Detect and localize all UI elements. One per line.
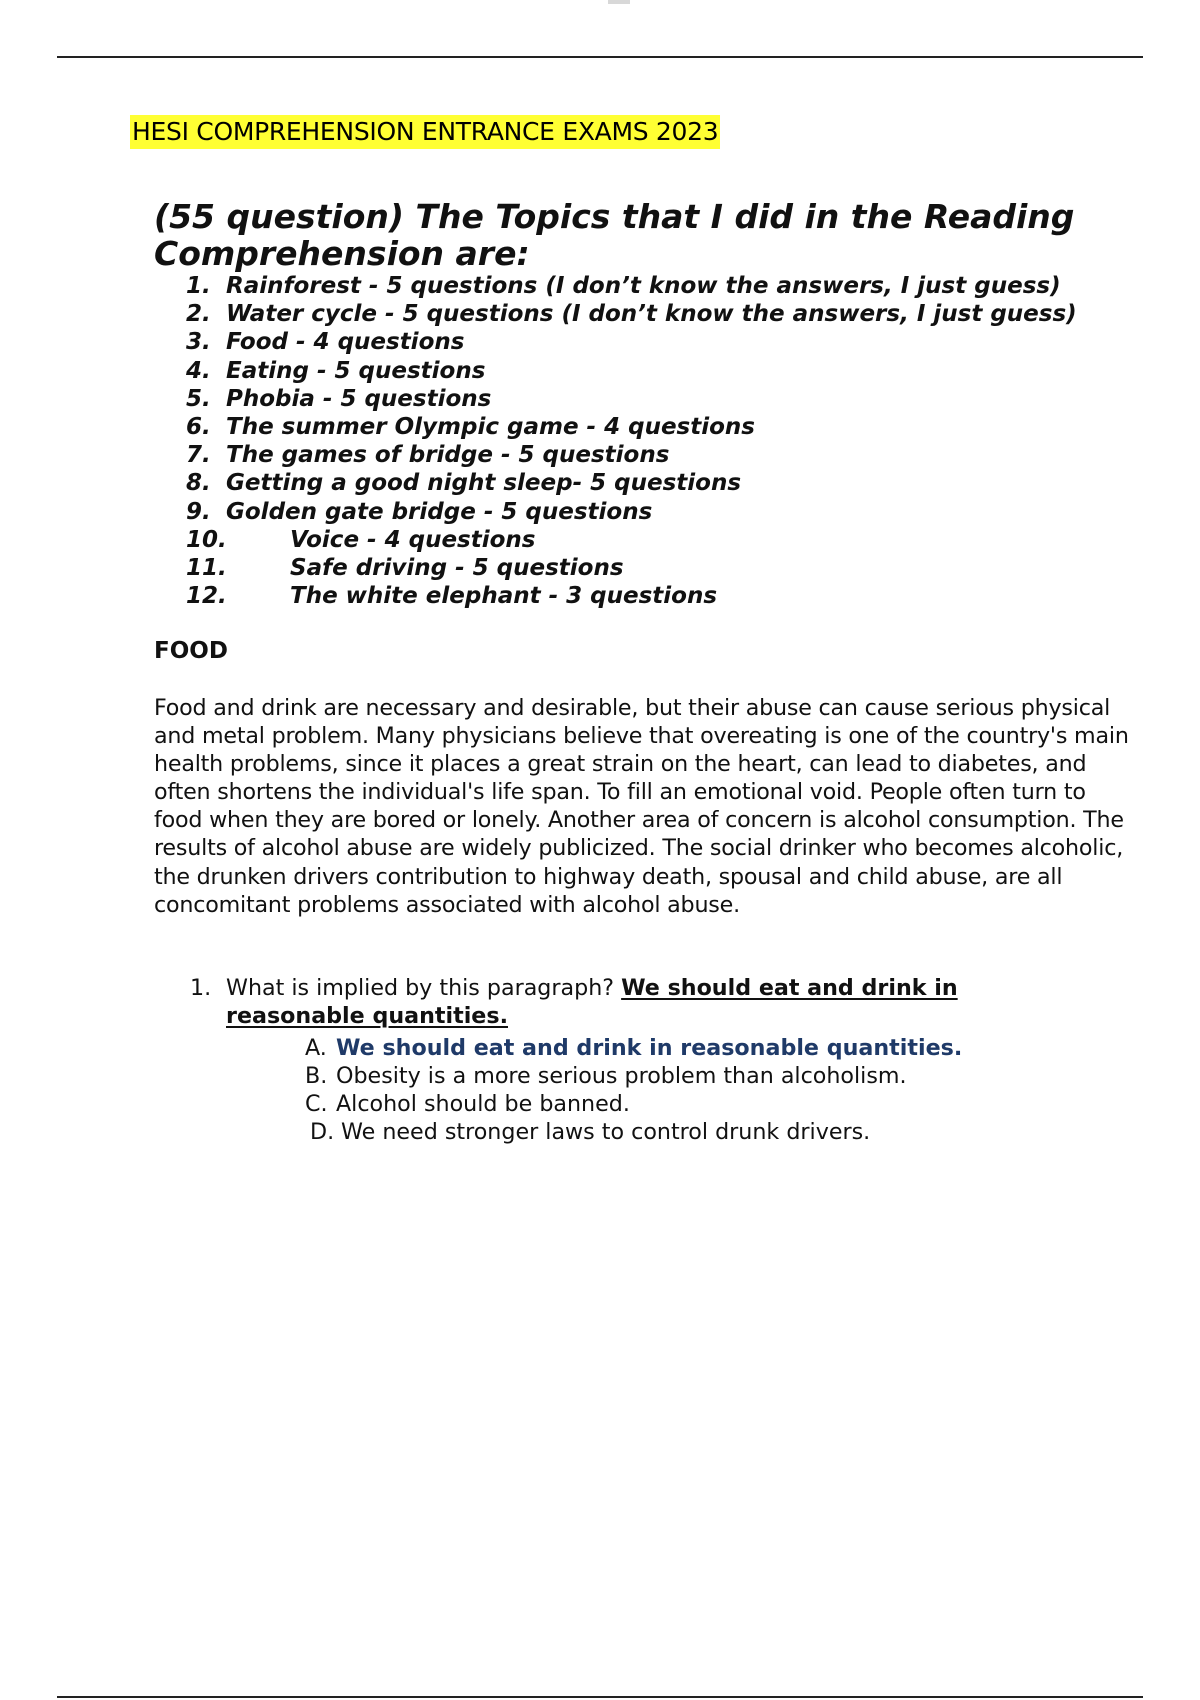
- list-item: [186, 554, 1077, 582]
- list-item-number: 11.: [186, 555, 227, 582]
- bottom-rule: [57, 1696, 1143, 1698]
- option-text: We should eat and drink in reasonable quantities.: [336, 1035, 963, 1061]
- option-text: Obesity is a more serious problem than alcoholism.: [336, 1063, 907, 1089]
- list-item-number: 4.: [186, 357, 211, 384]
- list-item-text: Water cycle - 5 questions (I don’t know the answers, I just guess): [226, 301, 1077, 328]
- list-item-number: 5.: [186, 385, 211, 412]
- topics-heading: (55 question) The Topics that I did in the Reading Comprehension are:: [154, 197, 1075, 273]
- list-item-text: Rainforest - 5 questions (I don’t know the answers, I just guess): [226, 273, 1061, 299]
- option-d: [305, 1118, 962, 1146]
- list-item-text: Safe driving - 5 questions: [290, 555, 624, 582]
- list-item: [186, 526, 1077, 554]
- option-label: B.: [305, 1063, 328, 1089]
- list-item: [186, 357, 1077, 385]
- list-item-text: Food - 4 questions: [226, 329, 465, 356]
- list-item-number: 9.: [186, 498, 211, 525]
- list-item: [186, 272, 1077, 300]
- list-item: [186, 582, 1077, 610]
- option-c: [305, 1090, 962, 1118]
- list-item: [186, 441, 1077, 469]
- list-item-number: 12.: [186, 583, 227, 610]
- option-b: [305, 1062, 962, 1090]
- option-text: Alcohol should be banned.: [336, 1091, 630, 1117]
- list-item-text: Phobia - 5 questions: [226, 385, 492, 412]
- question-answer: We should eat and drink in reasonable quantities.: [226, 975, 958, 1029]
- list-item-number: 6.: [186, 414, 211, 441]
- list-item-number: 1.: [186, 273, 211, 299]
- list-item-text: The games of bridge - 5 questions: [226, 442, 670, 469]
- top-rule: [57, 56, 1143, 58]
- option-a: [305, 1034, 962, 1062]
- list-item: [186, 385, 1077, 413]
- page-header-mark: [608, 0, 630, 4]
- option-label: D.: [310, 1119, 335, 1145]
- list-item-number: 7.: [186, 442, 211, 469]
- option-text: We need stronger laws to control drunk drivers.: [341, 1119, 871, 1145]
- list-item-number: 3.: [186, 329, 211, 356]
- list-item-text: The summer Olympic game - 4 questions: [226, 414, 755, 441]
- reading-passage: Food and drink are necessary and desirable, but their abuse can cause serious physical and metal problem. Many physicians believe that overeating is one of the country's main health problems, since it places a great strain on the heart, can lead to diabetes, and often shortens the individual's life span. To fill an emotional void. People often turn to food when they are bored or lonely. Another area of concern is alcohol consumption. The results of alcohol abuse are widely publicized. The social drinker who becomes alcoholic, the drunken drivers contribution to highway death, spousal and child abuse, are all concomitant problems associated with alcohol abuse.: [154, 695, 1129, 918]
- topics-list: [186, 272, 1077, 610]
- option-label: C.: [305, 1091, 328, 1117]
- list-item-number: 8.: [186, 470, 211, 497]
- question-text: What is implied by this paragraph?: [226, 975, 615, 1001]
- list-item: [186, 469, 1077, 497]
- document-title: HESI COMPREHENSION ENTRANCE EXAMS 2023: [130, 115, 720, 149]
- section-heading-food: FOOD: [154, 638, 228, 664]
- list-item: [186, 413, 1077, 441]
- list-item-number: 10.: [186, 526, 227, 553]
- list-item-text: Getting a good night sleep- 5 questions: [226, 470, 742, 497]
- list-item: [186, 498, 1077, 526]
- list-item-text: Voice - 4 questions: [290, 526, 536, 553]
- option-label: A.: [305, 1035, 327, 1061]
- list-item-text: Golden gate bridge - 5 questions: [226, 498, 653, 525]
- list-item-number: 2.: [186, 301, 211, 328]
- question-number: 1.: [190, 975, 212, 1001]
- list-item-text: The white elephant - 3 questions: [290, 583, 718, 610]
- list-item-text: Eating - 5 questions: [226, 357, 486, 384]
- question-body: [226, 974, 1066, 1030]
- answer-options: [305, 1034, 962, 1146]
- list-item: [186, 300, 1077, 328]
- list-item: [186, 328, 1077, 356]
- question-1: [186, 974, 1066, 1030]
